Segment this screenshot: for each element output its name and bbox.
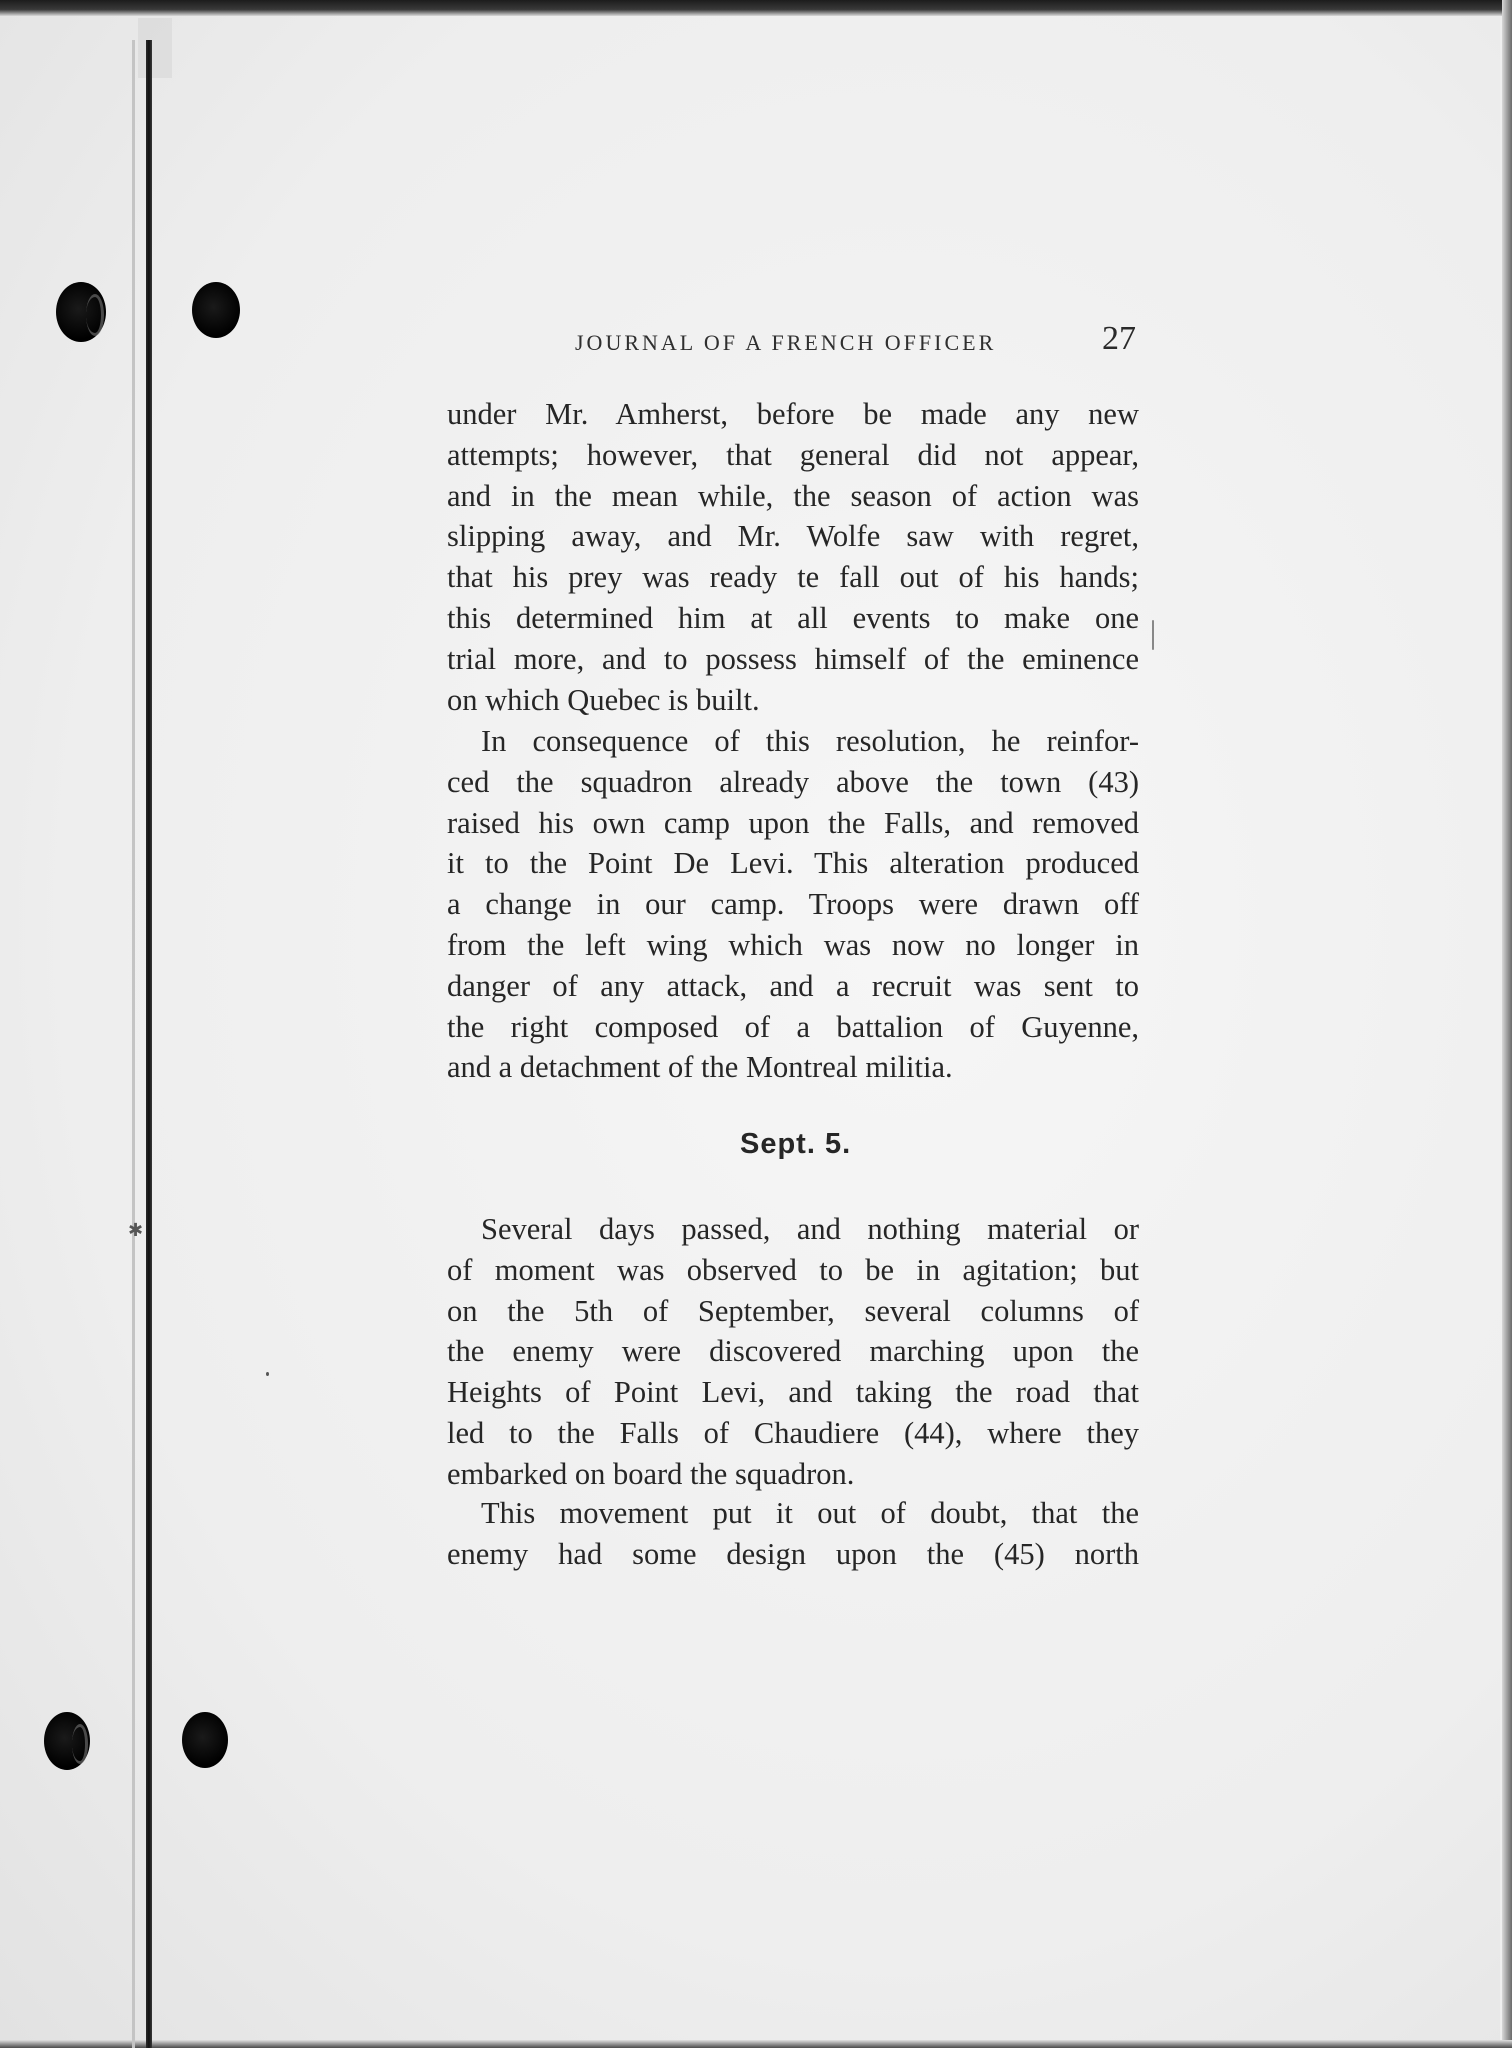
punch-hole-icon	[192, 282, 240, 338]
paragraph	[447, 394, 1139, 720]
text-line: from the left wing which was now no longer in	[447, 927, 1139, 962]
margin-mark-icon: ✱	[128, 1220, 144, 1240]
paragraph	[447, 721, 1139, 1088]
binding-line	[146, 40, 152, 2048]
paragraph	[447, 1209, 1139, 1495]
binding-fold	[132, 40, 135, 2048]
text-line: of moment was observed to be in agitation; but	[447, 1252, 1139, 1287]
text-line: Heights of Point Levi, and taking the road that	[447, 1375, 1139, 1410]
text-line: raised his own camp upon the Falls, and removed	[447, 805, 1139, 840]
text-line: enemy had some design upon the (45) north	[447, 1536, 1139, 1571]
punch-hole-icon	[56, 282, 106, 342]
text-line: the enemy were discovered marching upon the	[447, 1334, 1139, 1369]
page-bottom-edge	[0, 2040, 1512, 2048]
text-line: under Mr. Amherst, before be made any new	[447, 397, 1139, 431]
text-line: Several days passed, and nothing material or	[481, 1212, 1139, 1246]
text-line: danger of any attack, and a recruit was sent to	[447, 968, 1139, 1003]
text-line: this determined him at all events to make one	[447, 600, 1139, 635]
text-line: and a detachment of the Montreal militia.	[447, 1050, 953, 1085]
text-line: In consequence of this resolution, he reinfor-	[481, 724, 1139, 758]
text-line: trial more, and to possess himself of the eminence	[447, 641, 1139, 676]
text-line: attempts; however, that general did not appear,	[447, 437, 1139, 472]
text-line: the right composed of a battalion of Guyenne,	[447, 1009, 1139, 1044]
text-line: a change in our camp. Troops were drawn off	[447, 887, 1139, 922]
paragraph	[447, 1493, 1139, 1575]
running-head: JOURNAL OF A FRENCH OFFICER	[575, 330, 997, 355]
text-line: embarked on board the squadron.	[447, 1456, 855, 1491]
text-line: and in the mean while, the season of action was	[447, 478, 1139, 513]
punch-hole-icon	[182, 1712, 228, 1768]
paper-speck	[1152, 620, 1154, 650]
section-heading: Sept. 5.	[740, 1128, 852, 1160]
text-line: on which Quebec is built.	[447, 682, 760, 717]
text-line: This movement put it out of doubt, that the	[481, 1496, 1139, 1530]
page-top-edge	[0, 0, 1512, 16]
page-number: 27	[1102, 320, 1136, 357]
paper-speck	[266, 1372, 269, 1376]
text-line: it to the Point De Levi. This alteration produced	[447, 846, 1139, 881]
punch-hole-icon	[44, 1712, 90, 1770]
text-line: on the 5th of September, several columns of	[447, 1293, 1139, 1328]
tape-residue	[138, 18, 172, 78]
text-line: that his prey was ready te fall out of his hands;	[447, 560, 1139, 595]
text-line: slipping away, and Mr. Wolfe saw with regret,	[447, 519, 1139, 554]
text-line: ced the squadron already above the town (43)	[447, 764, 1139, 799]
text-line: led to the Falls of Chaudiere (44), where they	[447, 1415, 1139, 1450]
page-right-edge	[1502, 0, 1512, 2048]
